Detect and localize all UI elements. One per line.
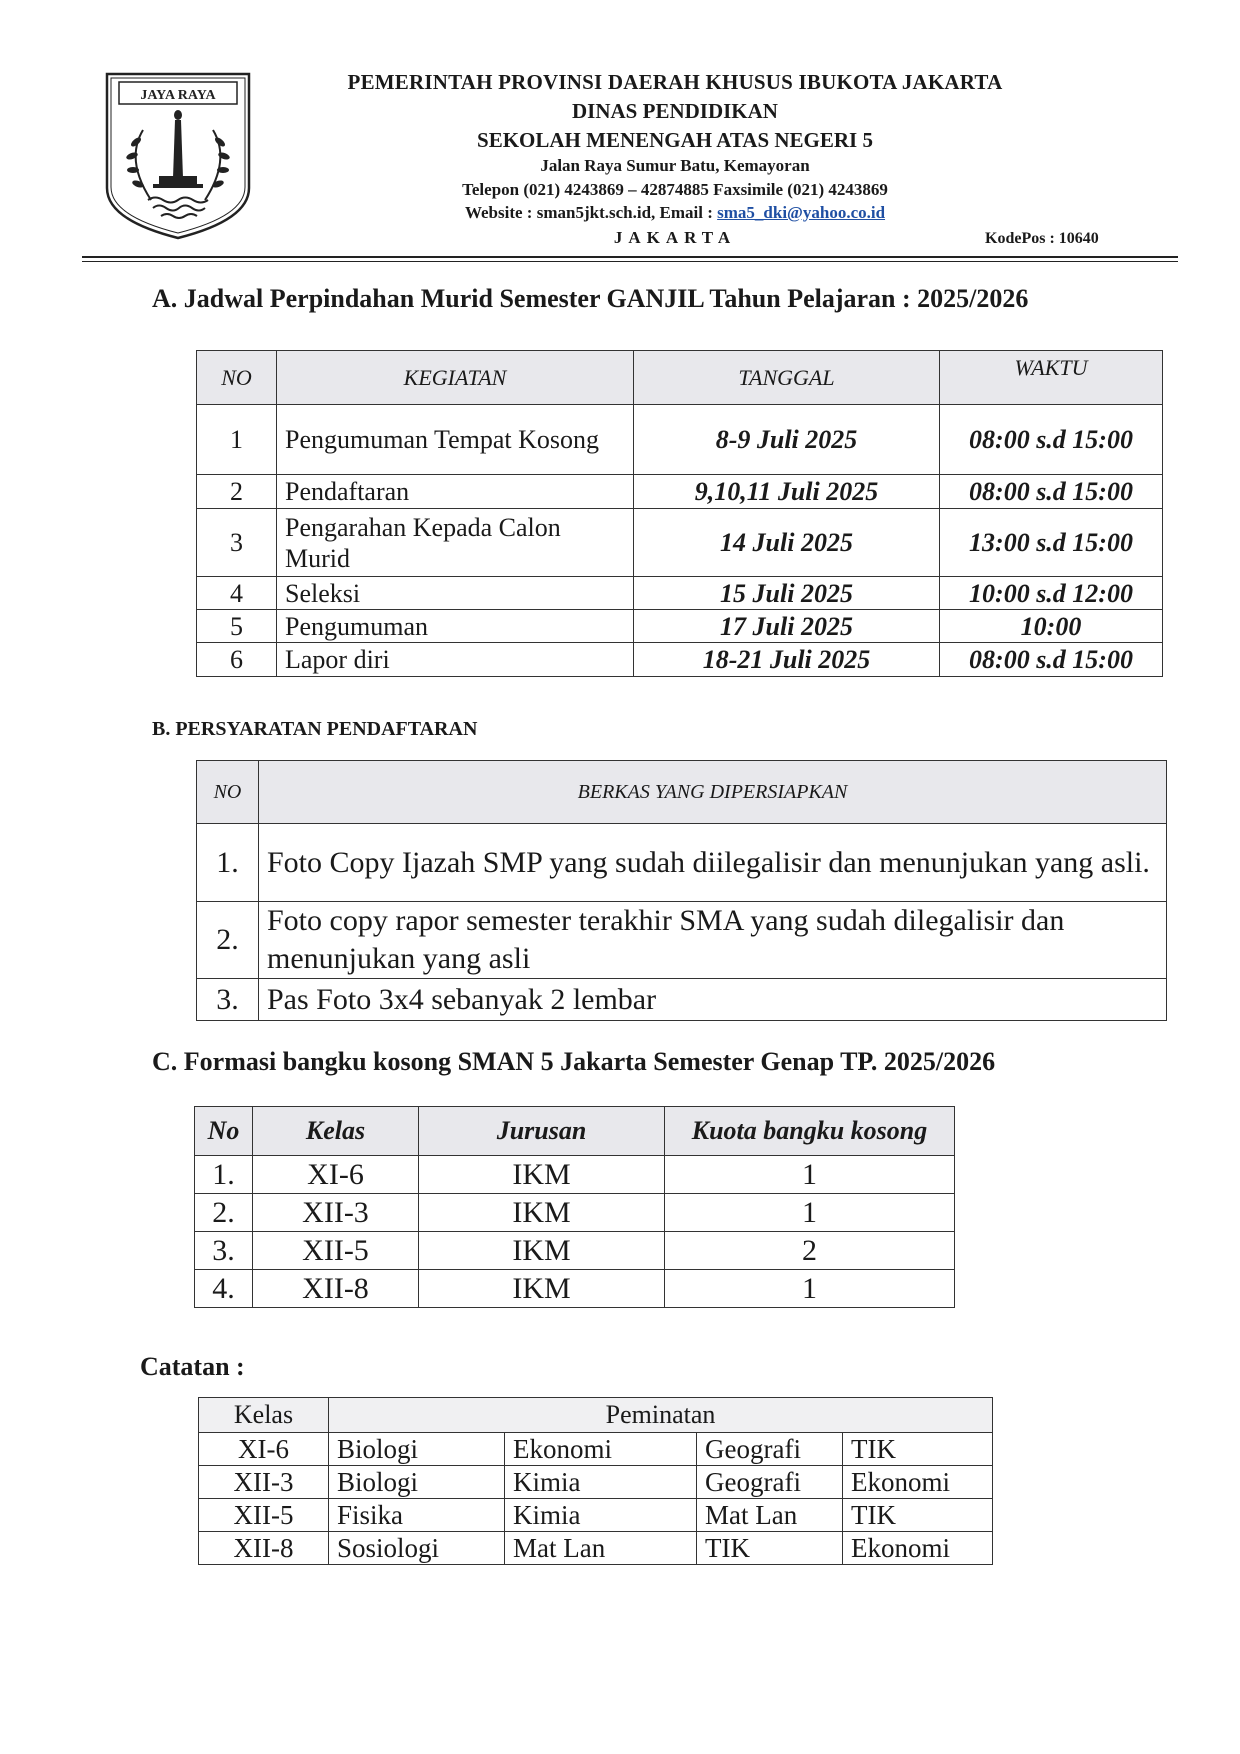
- col-header-kelas: Kelas: [253, 1107, 419, 1156]
- cell-peminatan: Geografi: [697, 1433, 843, 1466]
- cell-jurusan: IKM: [419, 1194, 665, 1232]
- col-header-jurusan: Jurusan: [419, 1107, 665, 1156]
- header-website: Website : sman5jkt.sch.id, Email :: [464, 203, 718, 222]
- cell-kegiatan: Pengumuman: [277, 610, 634, 643]
- cell-peminatan: TIK: [843, 1499, 993, 1532]
- cell-no: 5: [197, 610, 277, 643]
- header-email-link[interactable]: sma5_dki@yahoo.co.id: [717, 203, 886, 222]
- cell-kegiatan: Pendaftaran: [277, 475, 634, 509]
- col-header-kuota: Kuota bangku kosong: [665, 1107, 955, 1156]
- table-row: [197, 824, 1167, 902]
- table-row: [197, 610, 1163, 643]
- table-header-row: [197, 761, 1167, 824]
- table-row: [197, 577, 1163, 610]
- cell-peminatan: Biologi: [329, 1433, 505, 1466]
- cell-kelas: XII-3: [199, 1466, 329, 1499]
- table-row: [199, 1499, 993, 1532]
- col-header-peminatan: Peminatan: [329, 1398, 993, 1433]
- cell-jurusan: IKM: [419, 1156, 665, 1194]
- table-row: [195, 1232, 955, 1270]
- cell-waktu: 08:00 s.d 15:00: [940, 405, 1163, 475]
- col-header-no: NO: [197, 761, 259, 824]
- cell-kuota: 1: [665, 1194, 955, 1232]
- cell-tanggal: 14 Juli 2025: [634, 509, 940, 577]
- cell-kelas: XII-8: [253, 1270, 419, 1308]
- col-header-no: No: [195, 1107, 253, 1156]
- col-header-kegiatan: KEGIATAN: [277, 351, 634, 405]
- col-header-tanggal: TANGGAL: [634, 351, 940, 405]
- header-phone: Telepon (021) 4243869 – 42874885 Faxsimile (021) 4243869: [462, 180, 888, 199]
- table-row: [197, 902, 1167, 979]
- header-address: Jalan Raya Sumur Batu, Kemayoran: [540, 156, 810, 175]
- cell-kuota: 1: [665, 1156, 955, 1194]
- cell-no: 4: [197, 577, 277, 610]
- header-government: PEMERINTAH PROVINSI DAERAH KHUSUS IBUKOTA JAKARTA: [347, 70, 1003, 94]
- cell-tanggal: 17 Juli 2025: [634, 610, 940, 643]
- cell-tanggal: 15 Juli 2025: [634, 577, 940, 610]
- table-row: [197, 475, 1163, 509]
- cell-peminatan: Ekonomi: [843, 1466, 993, 1499]
- cell-waktu: 10:00 s.d 12:00: [940, 577, 1163, 610]
- cell-no: 3: [197, 509, 277, 577]
- table-header-row: [199, 1398, 993, 1433]
- header-divider: [82, 256, 1178, 258]
- header-postal-code: KodePos : 10640: [985, 230, 1099, 247]
- cell-kelas: XI-6: [253, 1156, 419, 1194]
- cell-peminatan: Sosiologi: [329, 1532, 505, 1565]
- vacancy-table: [194, 1106, 955, 1308]
- cell-no: 1: [197, 405, 277, 475]
- table-row: [195, 1156, 955, 1194]
- cell-kelas: XII-8: [199, 1532, 329, 1565]
- cell-kelas: XI-6: [199, 1433, 329, 1466]
- section-c-title: C. Formasi bangku kosong SMAN 5 Jakarta Semester Genap TP. 2025/2026: [152, 1047, 996, 1076]
- section-a-title: A. Jadwal Perpindahan Murid Semester GANJIL Tahun Pelajaran : 2025/2026: [152, 284, 1029, 313]
- col-header-kelas: Kelas: [199, 1398, 329, 1433]
- cell-peminatan: Mat Lan: [697, 1499, 843, 1532]
- section-b-title: B. PERSYARATAN PENDAFTARAN: [152, 718, 478, 740]
- cell-peminatan: Kimia: [505, 1466, 697, 1499]
- cell-peminatan: TIK: [843, 1433, 993, 1466]
- col-header-no: NO: [197, 351, 277, 405]
- table-header-row: [197, 351, 1163, 405]
- cell-peminatan: Ekonomi: [843, 1532, 993, 1565]
- cell-no: 3.: [197, 979, 259, 1021]
- cell-berkas: Foto copy rapor semester terakhir SMA yang sudah dilegalisir dan menunjukan yang asli: [259, 902, 1167, 979]
- cell-jurusan: IKM: [419, 1232, 665, 1270]
- col-header-berkas: BERKAS YANG DIPERSIAPKAN: [259, 761, 1167, 824]
- header-divider-thin: [82, 261, 1178, 262]
- cell-berkas: Foto Copy Ijazah SMP yang sudah diilegalisir dan menunjukan yang asli.: [259, 824, 1167, 902]
- table-header-row: [195, 1107, 955, 1156]
- cell-kuota: 1: [665, 1270, 955, 1308]
- header-school-name: SEKOLAH MENENGAH ATAS NEGERI 5: [477, 128, 873, 152]
- cell-waktu: 13:00 s.d 15:00: [940, 509, 1163, 577]
- cell-jurusan: IKM: [419, 1270, 665, 1308]
- header-contact: [0, 203, 1240, 223]
- table-row: [199, 1532, 993, 1565]
- cell-tanggal: 9,10,11 Juli 2025: [634, 475, 940, 509]
- table-row: [197, 979, 1167, 1021]
- table-row: [197, 405, 1163, 475]
- cell-peminatan: Fisika: [329, 1499, 505, 1532]
- cell-peminatan: Kimia: [505, 1499, 697, 1532]
- table-row: [197, 509, 1163, 577]
- cell-no: 4.: [195, 1270, 253, 1308]
- header-department: DINAS PENDIDIKAN: [572, 99, 778, 123]
- cell-peminatan: Ekonomi: [505, 1433, 697, 1466]
- cell-no: 2.: [195, 1194, 253, 1232]
- cell-kelas: XII-3: [253, 1194, 419, 1232]
- table-row: [197, 643, 1163, 677]
- cell-peminatan: Mat Lan: [505, 1532, 697, 1565]
- cell-kegiatan: Pengumuman Tempat Kosong: [277, 405, 634, 475]
- cell-no: 1.: [195, 1156, 253, 1194]
- schedule-table: [196, 350, 1163, 677]
- cell-kegiatan: Pengarahan Kepada Calon Murid: [277, 509, 634, 577]
- header-city: JAKARTA: [613, 228, 737, 247]
- cell-no: 1.: [197, 824, 259, 902]
- cell-no: 3.: [195, 1232, 253, 1270]
- cell-kegiatan: Lapor diri: [277, 643, 634, 677]
- cell-tanggal: 8-9 Juli 2025: [634, 405, 940, 475]
- table-row: [195, 1194, 955, 1232]
- col-header-waktu: WAKTU: [940, 351, 1163, 405]
- table-row: [199, 1466, 993, 1499]
- requirements-table: [196, 760, 1167, 1021]
- cell-peminatan: Geografi: [697, 1466, 843, 1499]
- cell-waktu: 08:00 s.d 15:00: [940, 643, 1163, 677]
- cell-berkas: Pas Foto 3x4 sebanyak 2 lembar: [259, 979, 1167, 1021]
- cell-peminatan: TIK: [697, 1532, 843, 1565]
- cell-peminatan: Biologi: [329, 1466, 505, 1499]
- notes-title: Catatan :: [140, 1352, 245, 1381]
- table-row: [199, 1433, 993, 1466]
- cell-no: 2.: [197, 902, 259, 979]
- cell-no: 6: [197, 643, 277, 677]
- cell-tanggal: 18-21 Juli 2025: [634, 643, 940, 677]
- logo-motto: JAYA RAYA: [140, 88, 216, 103]
- specialization-table: [198, 1397, 993, 1565]
- cell-waktu: 08:00 s.d 15:00: [940, 475, 1163, 509]
- cell-kelas: XII-5: [199, 1499, 329, 1532]
- cell-kuota: 2: [665, 1232, 955, 1270]
- table-row: [195, 1270, 955, 1308]
- cell-waktu: 10:00: [940, 610, 1163, 643]
- cell-no: 2: [197, 475, 277, 509]
- cell-kelas: XII-5: [253, 1232, 419, 1270]
- cell-kegiatan: Seleksi: [277, 577, 634, 610]
